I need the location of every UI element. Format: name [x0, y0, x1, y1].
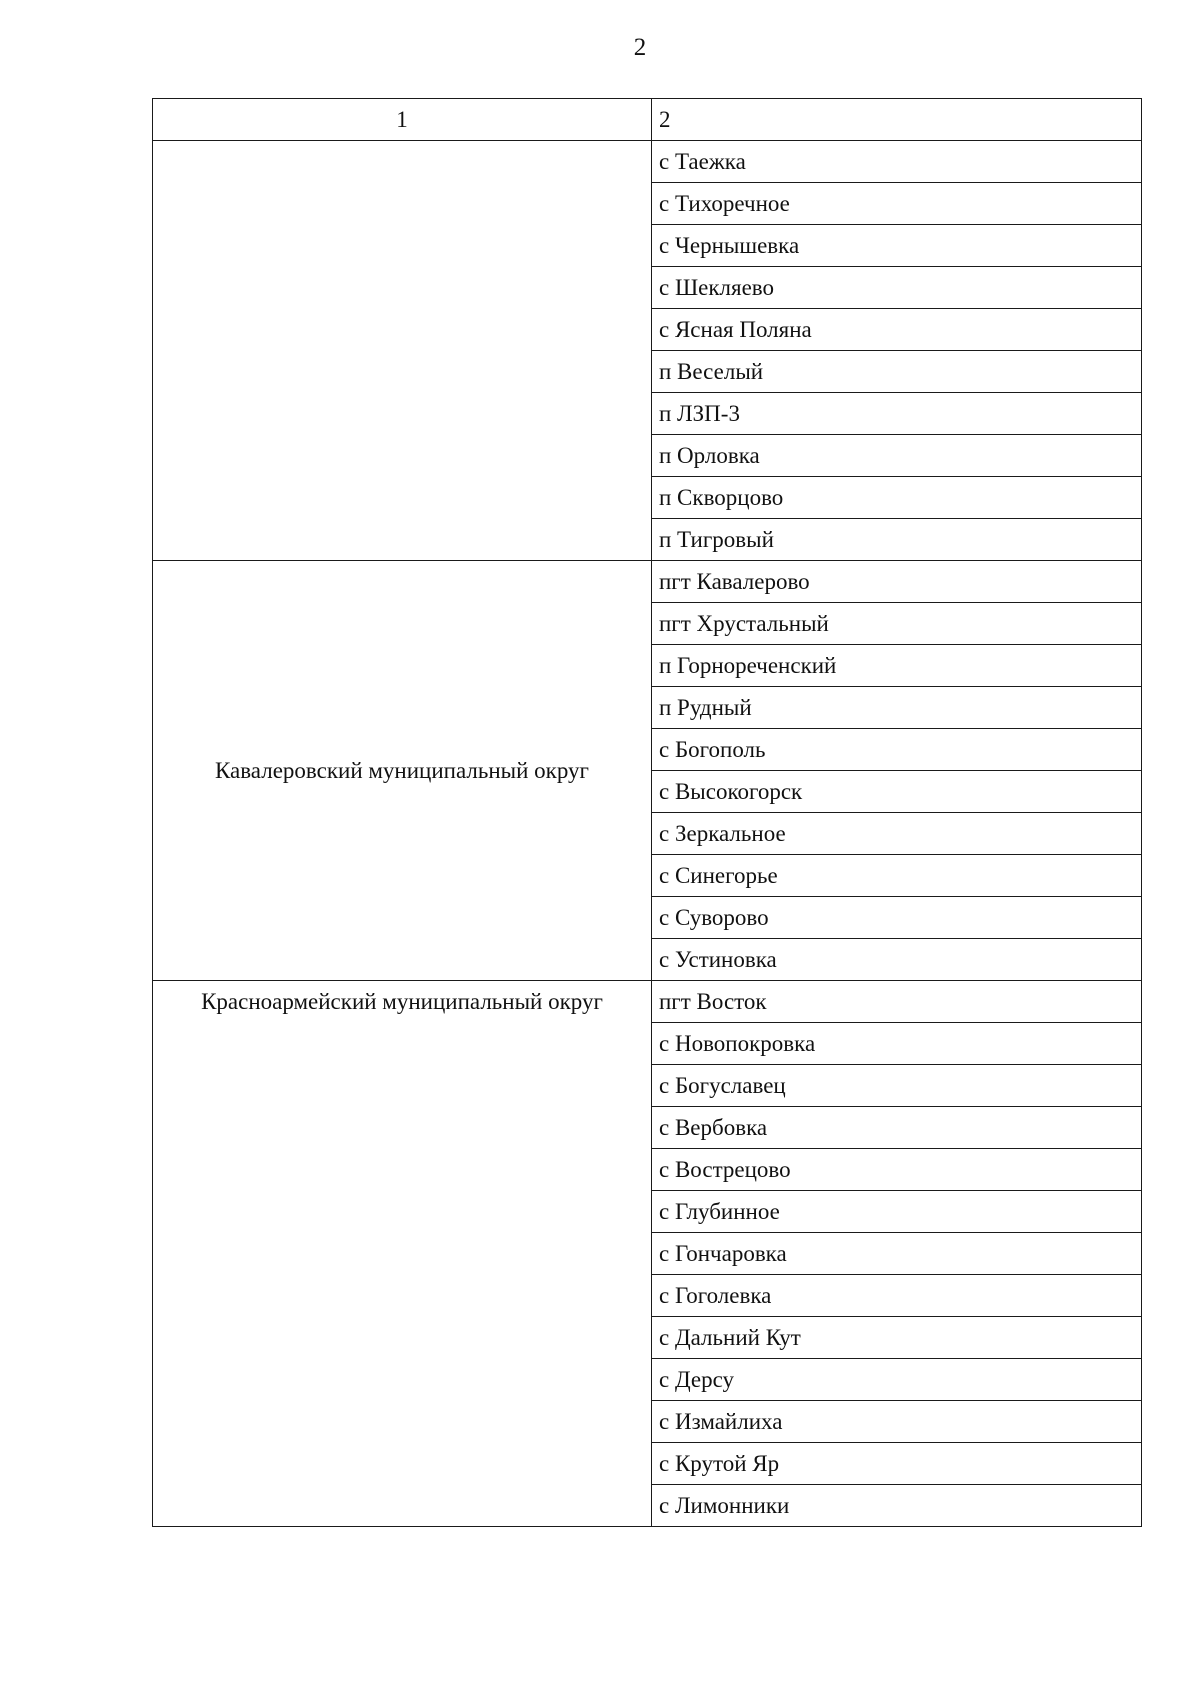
- settlement-cell: с Высокогорск: [652, 771, 1142, 813]
- settlement-cell: с Ясная Поляна: [652, 309, 1142, 351]
- settlement-cell: пгт Восток: [652, 981, 1142, 1023]
- settlement-cell: с Тихоречное: [652, 183, 1142, 225]
- settlement-cell: с Новопокровка: [652, 1023, 1142, 1065]
- settlement-cell: с Лимонники: [652, 1485, 1142, 1527]
- settlement-cell: п Веселый: [652, 351, 1142, 393]
- settlement-cell: с Вербовка: [652, 1107, 1142, 1149]
- district-cell: [153, 141, 652, 561]
- settlement-cell: с Вострецово: [652, 1149, 1142, 1191]
- table-row: [153, 141, 1142, 183]
- district-cell: Кавалеровский муниципальный округ: [153, 561, 652, 981]
- settlement-cell: с Богополь: [652, 729, 1142, 771]
- column-header-2: 2: [652, 99, 1142, 141]
- table-row: [153, 981, 1142, 1023]
- settlement-cell: с Глубинное: [652, 1191, 1142, 1233]
- table-body: [153, 99, 1142, 1527]
- settlement-cell: с Чернышевка: [652, 225, 1142, 267]
- settlement-cell: пгт Хрустальный: [652, 603, 1142, 645]
- settlement-cell: с Зеркальное: [652, 813, 1142, 855]
- settlement-cell: с Богуславец: [652, 1065, 1142, 1107]
- district-cell: Красноармейский муниципальный округ: [153, 981, 652, 1527]
- settlement-cell: с Гоголевка: [652, 1275, 1142, 1317]
- settlement-cell: п Тигровый: [652, 519, 1142, 561]
- page-number: 2: [633, 34, 647, 61]
- settlement-cell: п Скворцово: [652, 477, 1142, 519]
- column-header-1: 1: [153, 99, 652, 141]
- settlement-cell: с Шекляево: [652, 267, 1142, 309]
- table-header-row: [153, 99, 1142, 141]
- settlement-cell: с Таежка: [652, 141, 1142, 183]
- settlement-cell: с Измайлиха: [652, 1401, 1142, 1443]
- table-row: [153, 561, 1142, 603]
- settlement-cell: п ЛЗП-3: [652, 393, 1142, 435]
- settlement-cell: с Крутой Яр: [652, 1443, 1142, 1485]
- settlement-cell: п Орловка: [652, 435, 1142, 477]
- settlement-cell: с Устиновка: [652, 939, 1142, 981]
- settlement-cell: п Рудный: [652, 687, 1142, 729]
- settlement-cell: с Суворово: [652, 897, 1142, 939]
- settlement-cell: пгт Кавалерово: [652, 561, 1142, 603]
- settlements-table: [152, 98, 1142, 1527]
- settlement-cell: с Дерсу: [652, 1359, 1142, 1401]
- settlement-cell: с Гончаровка: [652, 1233, 1142, 1275]
- settlement-cell: п Горнореченский: [652, 645, 1142, 687]
- settlement-cell: с Дальний Кут: [652, 1317, 1142, 1359]
- settlement-cell: с Синегорье: [652, 855, 1142, 897]
